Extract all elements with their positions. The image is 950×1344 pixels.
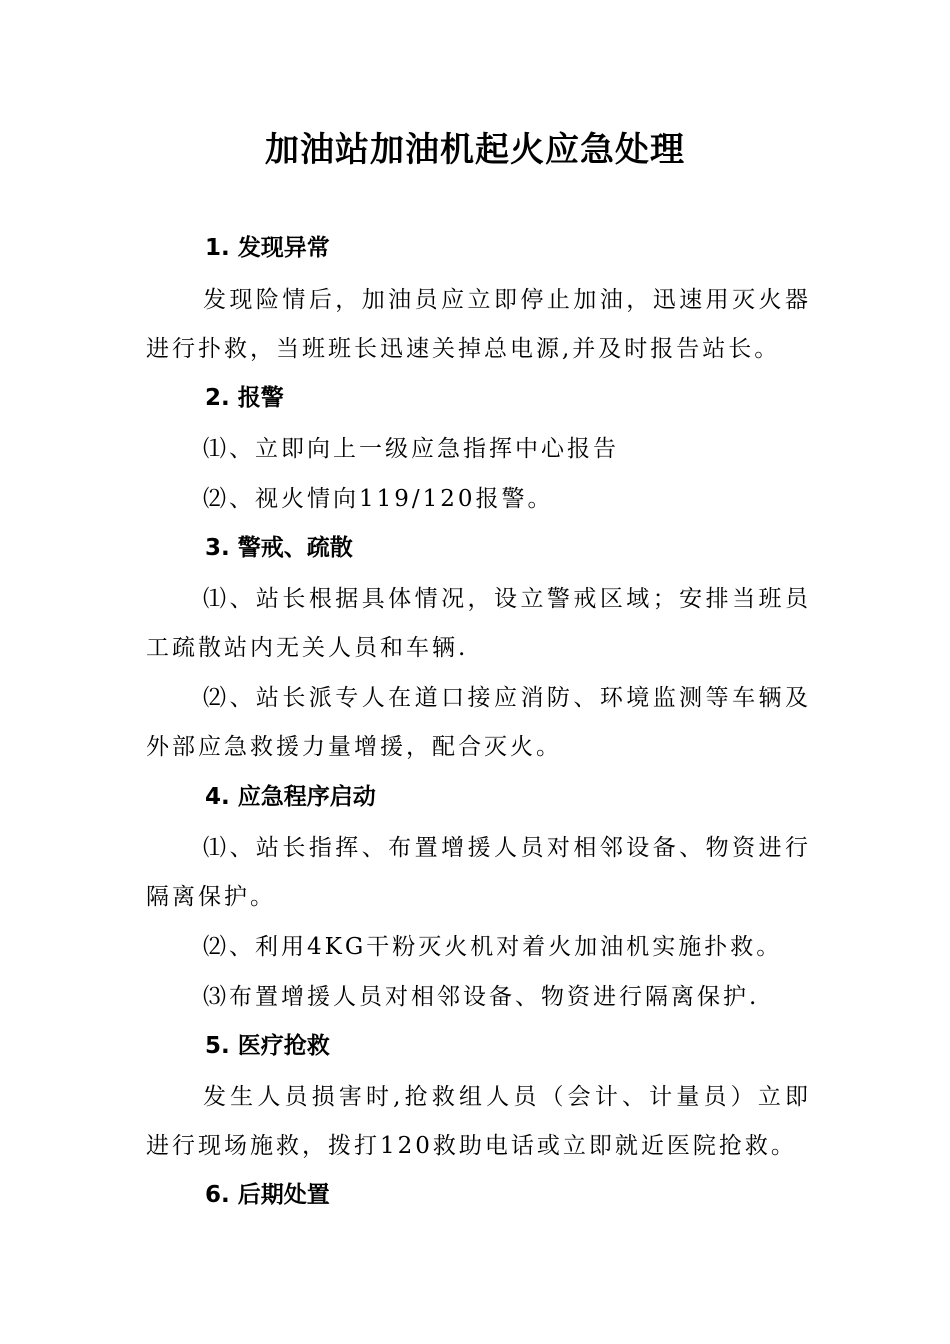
section-1-paragraph-1: 发现险情后，加油员应立即停止加油，迅速用灭火器进行扑救，当班班长迅速关掉总电源,并及时报告站长。 — [146, 287, 811, 362]
section-heading-6: 6. 后期处置 — [205, 1182, 330, 1208]
section-heading-5: 5. 医疗抢救 — [205, 1033, 330, 1059]
section-3-paragraph-1: ⑴、站长根据具体情况，设立警戒区域；安排当班员工疏散站内无关人员和车辆. — [146, 586, 811, 661]
section-3-paragraph-2: ⑵、站长派专人在道口接应消防、环境监测等车辆及外部应急救援力量增援，配合灭火。 — [146, 685, 811, 760]
document-title: 加油站加油机起火应急处理 — [265, 130, 685, 170]
section-heading-2: 2. 报警 — [205, 385, 284, 411]
section-4-paragraph-2: ⑵、利用4KG干粉灭火机对着火加油机实施扑救。 — [203, 934, 783, 960]
section-4-paragraph-1: ⑴、站长指挥、布置增援人员对相邻设备、物资进行隔离保护。 — [146, 835, 811, 910]
section-heading-3: 3. 警戒、疏散 — [205, 535, 353, 561]
section-4-paragraph-3: ⑶布置增援人员对相邻设备、物资进行隔离保护. — [203, 984, 760, 1010]
section-2-paragraph-1: ⑴、立即向上一级应急指挥中心报告 — [203, 436, 619, 462]
section-5-paragraph-1: 发生人员损害时,抢救组人员（会计、计量员）立即进行现场施救，拨打120救助电话或立即就近医院抢救。 — [146, 1084, 811, 1159]
section-heading-1: 1. 发现异常 — [205, 235, 330, 261]
section-2-paragraph-2: ⑵、视火情向119/120报警。 — [203, 486, 554, 512]
section-heading-4: 4. 应急程序启动 — [205, 784, 376, 810]
